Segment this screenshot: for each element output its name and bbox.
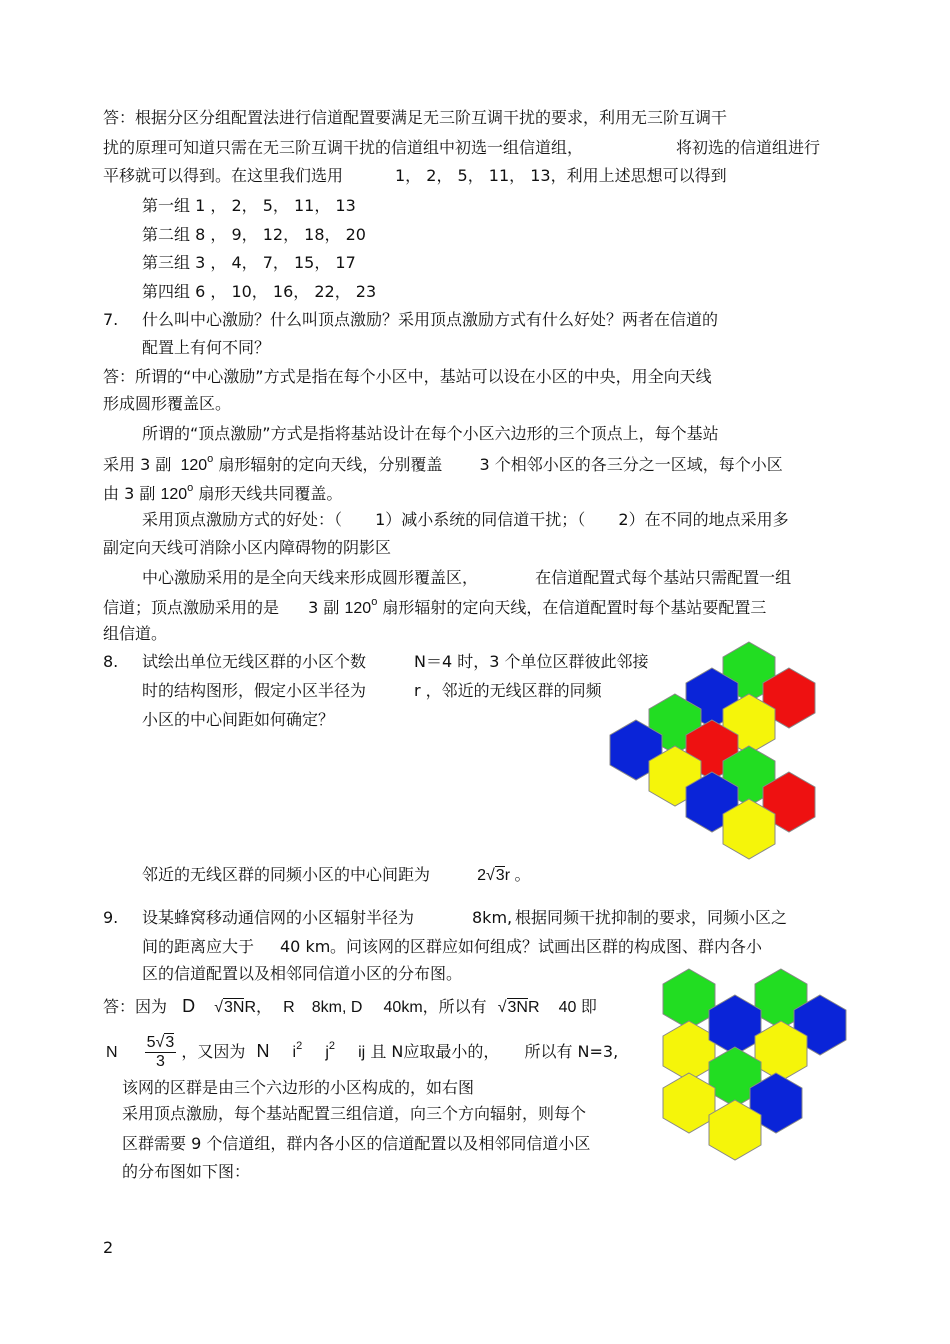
q9-line3: 区的信道配置以及相邻同信道小区的分布图。 (142, 964, 463, 983)
reuse-distance-formula: 2√3r (477, 867, 511, 884)
q9-line1a: 设某蜂窝移动通信网的小区辐射半径为 (142, 908, 415, 927)
q8-answer: 邻近的无线区群的同频小区的中心间距为 2√3r 。 (142, 865, 531, 884)
q7-p2-line3: 由 3 副 120$^o$ 扇形天线共同覆盖。 (103, 482, 343, 503)
q9-cell-yellow-7 (663, 1073, 715, 1133)
q9-line1b: 8km, (472, 908, 513, 927)
q9-answer-line5: 区群需要 9 个信道组，群内各小区的信道配置以及相邻同信道小区 (122, 1134, 591, 1153)
q9-cell-yellow-2 (663, 1021, 715, 1081)
answer6-line3b: 1， 2， 5， 11， 13，利用上述思想可以得到 (395, 166, 727, 185)
q7-answer-line2: 形成圆形覆盖区。 (103, 394, 232, 413)
answer6-line2b: 将初选的信道组进行 (676, 138, 821, 157)
q7-answer-line1: 答：所谓的“中心激励”方式是指在每个小区中，基站可以设在小区的中央，用全向天线 (103, 367, 712, 386)
channel-group-1: 第一组 1 ， 2， 5， 11， 13 (142, 196, 356, 215)
fraction-5root3-over-3: $\frac{5√3}{3}$ (146, 1034, 175, 1070)
channel-group-4: 第四组 6 ， 10， 16， 22， 23 (142, 282, 377, 301)
q9-line1c: 根据同频干扰抑制的要求，同频小区之 (515, 908, 788, 927)
page-number: 2 (103, 1238, 114, 1257)
answer6-line2a: 扰的原理可知道只需在无三阶互调干扰的信道组中初选一组信道组， (103, 138, 584, 157)
q7-p4-line3: 组信道。 (103, 624, 168, 643)
q7-line1: 什么叫中心激励？什么叫顶点激励？采用顶点激励方式有什么好处？两者在信道的 (142, 310, 719, 329)
q8-cluster-diagram (608, 640, 828, 865)
q8-line3: 小区的中心间距如何确定？ (142, 710, 335, 729)
q7-p3-line2: 副定向天线可消除小区内障碍物的阴影区 (103, 538, 392, 557)
q8-line2b: r ，邻近的无线区群的同频 (414, 681, 602, 700)
q7-number: 7. (103, 310, 119, 329)
q9-answer-line2: N $\frac{5√3}{3}$ ，又因为 N $i^2$ $j^2$ ij 且 N应取最小的， 所以有 N=3, (106, 1034, 619, 1070)
answer6-line3a: 平移就可以得到。在这里我们选用 (103, 166, 344, 185)
answer6-line1: 答：根据分区分组配置法进行信道配置要满足无三阶互调干扰的要求，利用无三阶互调干 (103, 108, 728, 127)
q7-p4-line2: 信道；顶点激励采用的是 3 副 120$^o$ 扇形辐射的定向天线，在信道配置时每个基站要配置三 (103, 596, 767, 617)
channel-group-3: 第三组 3 ， 4， 7， 15， 17 (142, 253, 356, 272)
q7-p2-line1: 所谓的“顶点激励”方式是指将基站设计在每个小区六边形的三个顶点上，每个基站 (142, 424, 719, 443)
q7-p4-line1: 中心激励采用的是全向天线来形成圆形覆盖区， 在信道配置式每个基站只需配置一组 (142, 568, 792, 587)
q8-line1b: N＝4 时，3 个单位区群彼此邻接 (414, 652, 649, 671)
q9-number: 9. (103, 908, 119, 927)
q9-answer-line4: 采用顶点激励，每个基站配置三组信道，向三个方向辐射，则每个 (122, 1104, 587, 1123)
q7-line2: 配置上有何不同？ (142, 338, 271, 357)
q8-line2a: 时的结构图形，假定小区半径为 (142, 681, 367, 700)
q8-line1a: 试绘出单位无线区群的小区个数 (142, 652, 367, 671)
q7-p3-line1: 采用顶点激励方式的好处：（ 1）减小系统的同信道干扰；（ 2）在不同的地点采用多 (142, 510, 789, 529)
q9-cell-blue-3 (709, 995, 761, 1055)
q9-answer-line1: 答：因为 D √3NR， R 8km, D 40km，所以有 √3NR 40 即 (103, 996, 597, 1016)
q9-answer-line6: 的分布图如下图： (122, 1162, 251, 1181)
q9-line2c: 。问该网的区群应如何组成？试画出区群的构成图、群内各小 (330, 937, 763, 956)
q8-number: 8. (103, 652, 119, 671)
q9-cluster-diagram (660, 968, 855, 1164)
q9-answer-line3: 该网的区群是由三个六边形的小区构成的，如右图 (122, 1078, 475, 1097)
q9-cell-green-0 (663, 969, 715, 1029)
q7-p2-line2: 采用 3 副 120$^o$ 扇形辐射的定向天线，分别覆盖 3 个相邻小区的各三分之一区域，每个小区 (103, 453, 783, 474)
channel-group-2: 第二组 8 ， 9， 12， 18， 20 (142, 225, 366, 244)
q9-line2b: 40 km (280, 937, 331, 956)
q9-line2a: 间的距离应大于 (142, 937, 255, 956)
